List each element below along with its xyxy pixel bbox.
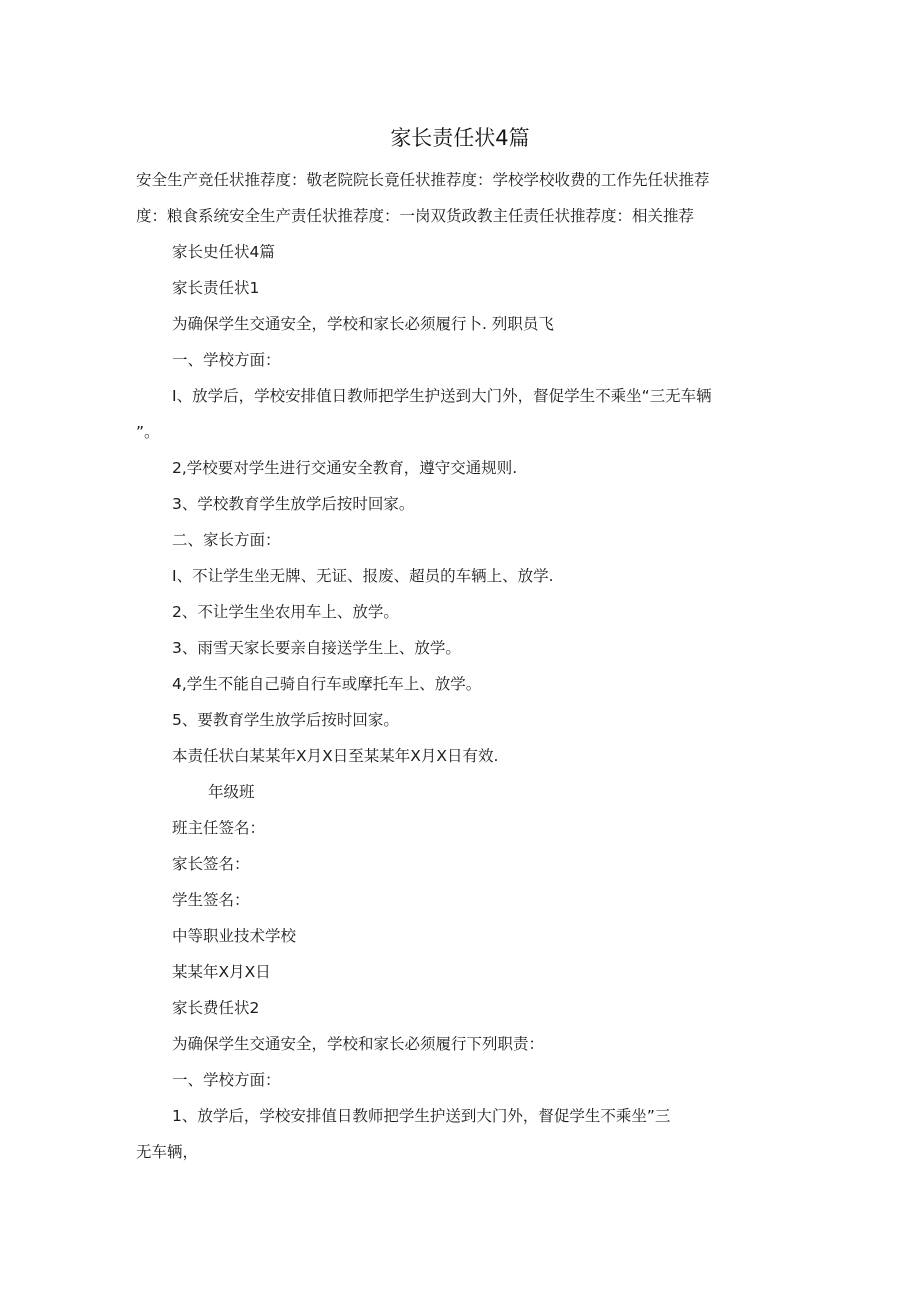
paragraph-line: 无车辆，: [136, 1143, 199, 1161]
paragraph-line: ”。: [136, 423, 160, 441]
paragraph-line: 4,学生不能自己骑自行车或摩托车上、放学。: [172, 675, 482, 693]
paragraph-line: 1、放学后，学校安排值日教师把学生护送到大门外，督促学生不乘坐”三: [172, 1107, 671, 1125]
paragraph-line: 中等职业技术学校: [172, 927, 297, 945]
paragraph-line: 某某年X月X日: [172, 963, 271, 981]
paragraph-line: I、不让学生坐无牌、无证、报废、超员的车辆上、放学.: [172, 567, 554, 585]
paragraph-line: 家长签名：: [172, 855, 250, 873]
paragraph-line: 为确保学生交通安全，学校和家长必须履行卜. 列职员飞: [172, 315, 554, 333]
paragraph-line: I、放学后，学校安排值日教师把学生护送到大门外，督促学生不乘坐“三无车辆: [172, 387, 712, 405]
paragraph-line: 一、学校方面：: [172, 351, 281, 369]
paragraph-line: 2、不让学生坐农用车上、放学。: [172, 603, 399, 621]
paragraph-line: 本责任状白某某年X月X日至某某年X月X日有效.: [172, 747, 499, 765]
paragraph-line: 2,学校要对学生进行交通安全教育，遵守交通规则.: [172, 459, 518, 477]
paragraph-line: 3、雨雪天家长要亲自接送学生上、放学。: [172, 639, 461, 657]
paragraph-line: 度：粮食系统安全生产责任状推荐度：一岗双货政教主任责任状推荐度：相关推荐: [136, 207, 695, 225]
paragraph-line: 为确保学生交通安全，学校和家长必须履行下列职责：: [172, 1035, 545, 1053]
paragraph-line: 安全生产竞任状推荐度：敬老院院长竟任状推荐度：学校学校收费的工作先任状推荐: [136, 171, 710, 189]
paragraph-line: 家长责任状1: [172, 279, 260, 297]
paragraph-line: 3、学校教育学生放学后按时回家。: [172, 495, 415, 513]
paragraph-line: 家长费任状2: [172, 999, 260, 1017]
paragraph-line: 家长史任状4篇: [172, 243, 275, 261]
document-title: 家长责任状4篇: [390, 126, 530, 150]
paragraph-line: 5、要教育学生放学后按时回家。: [172, 711, 399, 729]
paragraph-line: 学生签名：: [172, 891, 250, 909]
paragraph-line: 一、学校方面：: [172, 1071, 281, 1089]
paragraph-line: 二、家长方面：: [172, 531, 281, 549]
paragraph-line: 年级班: [208, 783, 255, 801]
paragraph-line: 班主任签名：: [172, 819, 266, 837]
